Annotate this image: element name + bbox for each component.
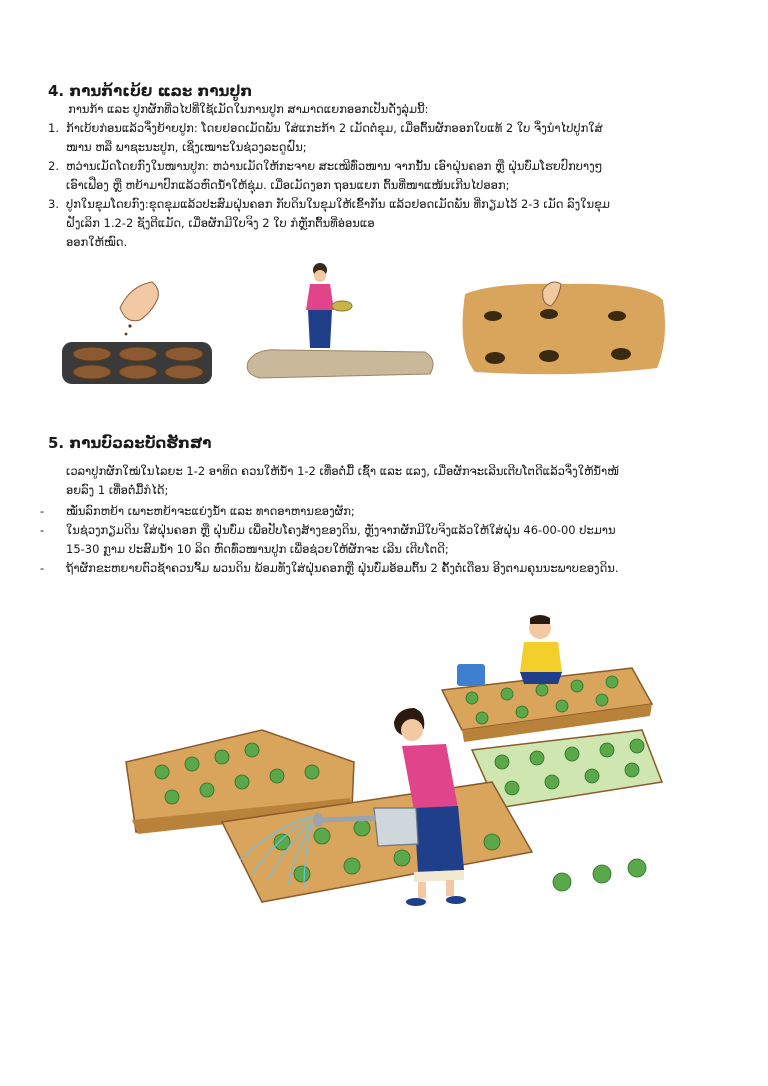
section-4-title: 4. ການກ້າເບ້ຍ ແລະ ການປູກ (48, 82, 253, 100)
hole-sowing-illustration (455, 280, 670, 378)
paragraph-line-1: ເວລາປູກຜັກໃໝ່ໃນໄລຍະ 1-2 ອາທິດ ຄວນໃຫ້ນ້ຳ 1-2 ເທື່ອຕໍ່ມື້ ເຊົ້າ ແລະ ແລງ, ເມື່ອຜັກຈະເລີນເຕີບໂຕດີແລ້ວຈຶ່ງໃຫ້ນ້ຳໜ້ (66, 464, 620, 478)
boy-figure (457, 615, 562, 686)
section-4-list (48, 119, 738, 252)
list-number: 2. (48, 159, 59, 173)
bucket-icon (457, 664, 485, 686)
section-4-intro: ການກ້າ ແລະ ປູກຜັກທີ່ວໄປທີ່ໃຊ້ເມັດໃນການປູກ ສາມາດແຍກອອກເປັນດັ່ງລຸ່ມນີ້: (68, 102, 429, 116)
section-5-bullets (40, 502, 740, 578)
list-item-1-line-1: ກ້າເບ້ຍກ່ອນແລ້ວຈຶ່ງຍ້າຍປູກ: ໂດຍຢອດເມັດພັນ ໃສ່ແກະກ້າ 2 ເມັດຕໍ່ຂຸມ, ເມື່ອຕົ້ນຜັກອອກໃບແທ້ 2 ໃບ ຈຶ່ງນຳໄປປູກໃສ່ (66, 121, 603, 135)
garden-care-illustration (112, 612, 668, 918)
list-number: 1. (48, 121, 59, 135)
section-5-title: 5. ການບົວລະບັດຮັກສາ (48, 434, 212, 452)
list-item-2-line-1: ຫວ່ານເມັດໂດຍກົງໃນໜານປູກ: ຫວ່ານເມັດໃຫ້ກະຈາຍ ສະເໝີທົ່ວໜານ ຈາກນັ້ນ ເອົາຝຸ່ນຄອກ ຫຼື ຝຸ່ນບົ່ມໂຮຍປົກບາງໆ (66, 159, 603, 173)
bullet-1-line-1: ໝັ່ນລົກຫຍ້າ ເພາະຫຍ້າຈະແຍ່ງນ້ຳ ແລະ ທາດອາຫານຂອງຜັກ; (66, 504, 355, 518)
bullet-2-line-2: 15-30 ກຼາມ ປະສົມນ້ຳ 10 ລິດ ຫົດທົ່ວໜານປູກ ເພື່ອຊ່ວຍໃຫ້ຜັກຈະ ເລີນ ເຕີບໂຕດີ; (66, 542, 449, 556)
seed-bed (247, 350, 433, 378)
section-5-paragraph (66, 462, 746, 500)
bullet-dash: - (40, 504, 45, 518)
list-item-2-line-2: ເອົາເຟືອງ ຫຼື ຫຍ້າມາປົກແລ້ວຫົດນ້ຳໃຫ້ຊຸ່ມ. ເມື່ອເມັດງອກ ຖອນແຍກ ຕົ້ນທີ່ໜາແໜ້ນເກີນໄປອອກ; (66, 178, 510, 192)
list-item-3-line-1: ປູກໃນຂຸມໂດຍກົງ:ຂຸດຂຸມແລ້ວປະສົມຝຸ່ນຄອກ ກັບດິນໃນຂຸມໃຫ້ເຂົ້າກັນ ແລ້ວຢອດເມັດພັນ ທີ່ກຽມໄວ້ 2-3 ເມັດ ລົງໃນຂຸມ (66, 197, 610, 211)
bullet-3-line-1: ຖ້າຜັກຂະຫຍາຍຕົວຊ້າຄວນຈົ້ມ ພວນດິນ ພ້ອມທັງໃສ່ຝຸ່ນຄອກຫຼື ຝຸ່ນບົ່ມອ້ອມຕົ້ນ 2 ຄັ້ງຕໍ່ເດືອນ ອີງຕາມຄຸນນະພາບຂອງດິນ. (66, 561, 619, 575)
paragraph-line-2: ອຍລົງ 1 ເທື່ອຕໍ່ມື້ກໍໄດ້; (66, 483, 169, 497)
bullet-dash: - (40, 561, 45, 575)
list-item-3-line-3: ອອກໃຫ້ໝົດ. (66, 235, 128, 249)
bullet-dash: - (40, 523, 45, 537)
seed-tray-illustration (60, 268, 218, 388)
broadcast-sowing-illustration (240, 262, 440, 384)
hand-icon (120, 282, 158, 335)
bullet-2-line-1: ໃນຊ່ວງກຽມດິນ ໃສ່ຝຸ່ນຄອກ ຫຼື ຝຸ່ນບົ່ມ ເພື່ອປັບໂຄງສ້າງຂອງດິນ, ຫຼັງຈາກຜັກມີໃບຈິງແລ້ວໃຫ້ໃສ່ຝຸ່ນ 46-00-00 ປະມານ (66, 523, 616, 537)
woman-figure (306, 263, 352, 348)
list-item-3-line-2: ຝັງເລິກ 1.2-2 ຊັງຕີແມັດ, ເມື່ອຜັກມີໃບຈິງ 2 ໃບ ກໍຫຼັກຕົ້ນທີ່ອ່ອນແອ (66, 216, 375, 230)
list-item-1-line-2: ໜານ ຫລື ພາຊະນະປູກ, ເຊິ່ງເໝາະໃນຊ່ວງລະດູຝົນ; (66, 140, 307, 154)
list-number: 3. (48, 197, 59, 211)
